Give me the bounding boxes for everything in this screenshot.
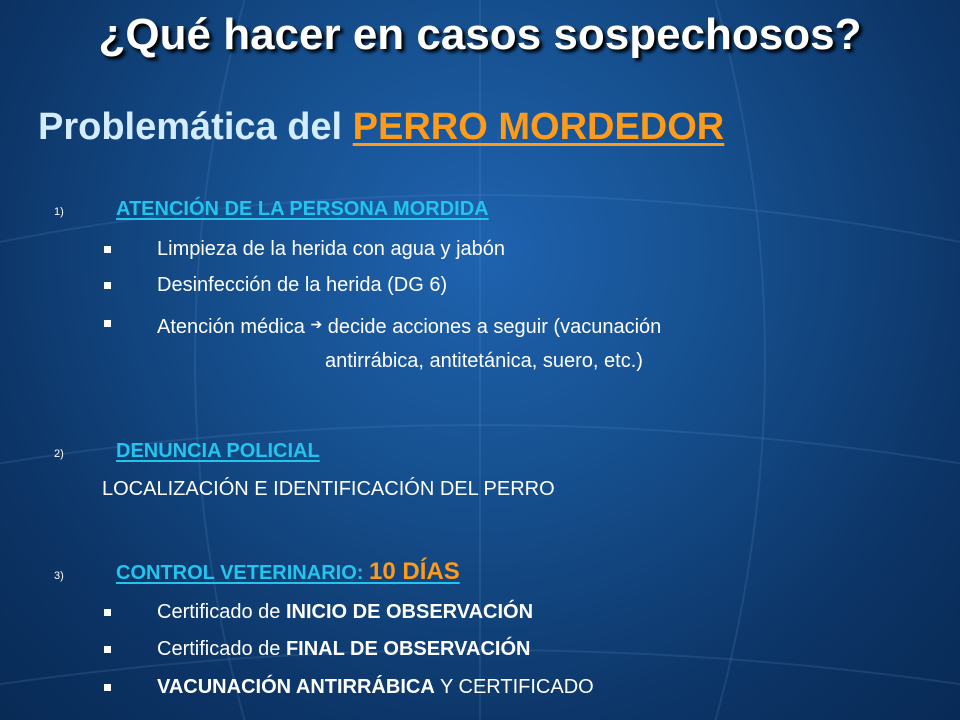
section-2-text: LOCALIZACIÓN E IDENTIFICACIÓN DEL PERRO [102, 478, 555, 500]
days-badge: 10 DÍAS [369, 558, 460, 585]
item-text-normal: Y CERTIFICADO [434, 676, 594, 698]
section-3-number: 3) [54, 570, 64, 582]
square-bullet-icon [104, 609, 111, 616]
item-text-bold: INICIO DE OBSERVACIÓN [285, 601, 534, 623]
section-1-number: 1) [54, 206, 64, 218]
section-1-heading: ATENCIÓN DE LA PERSONA MORDIDA [116, 198, 489, 220]
right-arrow-icon: ➔ [310, 316, 323, 332]
item-text-bold: FINAL DE OBSERVACIÓN [285, 638, 531, 660]
section-1-item-3-line-2: antirrábica, antitetánica, suero, etc.) [325, 350, 643, 372]
square-bullet-icon [104, 320, 111, 327]
slide-subtitle [38, 106, 724, 149]
subtitle-prefix: Problemática del [38, 106, 353, 148]
item-3-text-before: Atención médica [157, 316, 305, 338]
item-text-normal: Certificado de [157, 601, 286, 623]
square-bullet-icon [104, 282, 111, 289]
section-3-item-2 [157, 636, 530, 662]
square-bullet-icon [104, 246, 111, 253]
section-3-heading [116, 558, 460, 586]
slide-title: ¿Qué hacer en casos sospechosos? [98, 10, 862, 59]
section-1-item-3 [157, 314, 661, 341]
square-bullet-icon [104, 684, 111, 691]
section-3-heading-text: CONTROL VETERINARIO [116, 562, 357, 584]
item-text-normal: Certificado de [157, 638, 286, 660]
subtitle-accent: PERRO MORDEDOR [352, 106, 725, 148]
section-1-item-1: Limpieza de la herida con agua y jabón [157, 238, 506, 260]
section-1-item-2: Desinfección de la herida (DG 6) [157, 274, 448, 296]
item-text-bold: VACUNACIÓN ANTIRRÁBICA [157, 676, 435, 698]
section-3-item-3 [157, 674, 594, 700]
section-2-heading: DENUNCIA POLICIAL [116, 440, 320, 462]
square-bullet-icon [104, 646, 111, 653]
section-2-number: 2) [54, 448, 64, 460]
item-3-text-after: decide acciones a seguir (vacunación [327, 316, 662, 338]
section-3-item-1 [157, 599, 533, 625]
section-3-heading-colon: : [356, 562, 364, 584]
